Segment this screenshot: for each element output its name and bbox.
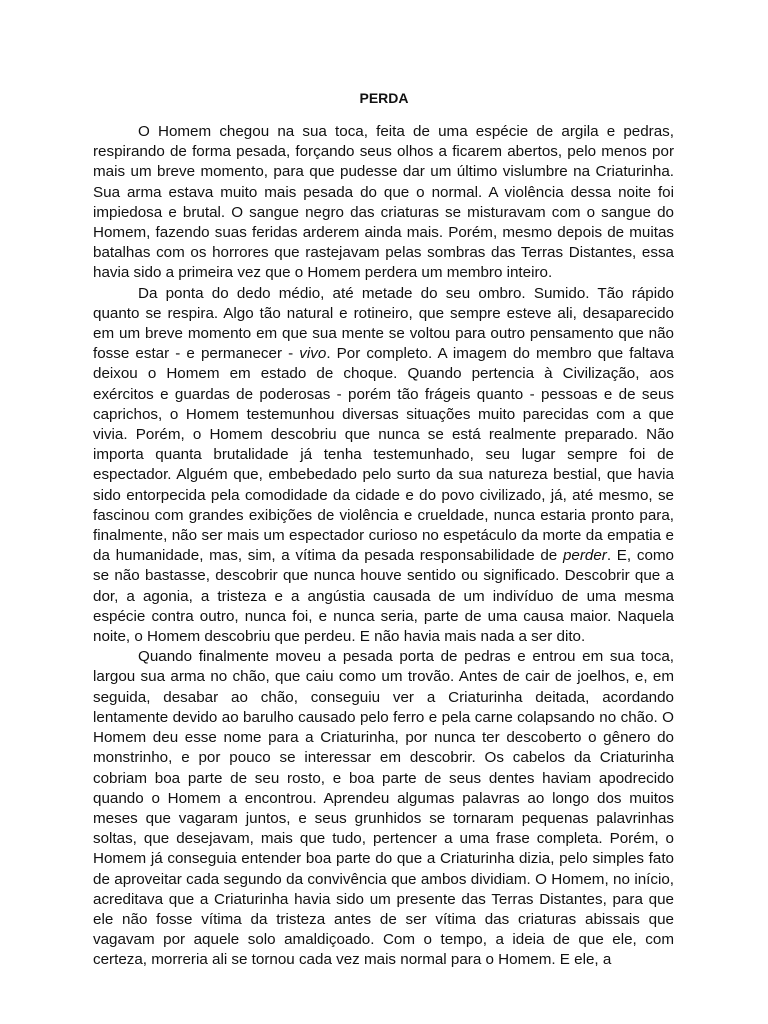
- paragraph-1: [93, 122, 674, 284]
- paragraph-2: [93, 284, 674, 648]
- paragraph-text: . E, como se não bastasse, descobrir que nunca houve sentido ou significado. Descobrir que a dor, a agonia, a tristeza e a angústia causada de um indivíduo de uma mesma espécie contra outro, nunca foi, e nunca seria, parte de uma causa maior. Naquela noite, o Homem descobriu que perdeu. E não havia mais nada a ser dito.: [93, 547, 674, 646]
- paragraph-text: . Por completo. A imagem do membro que faltava deixou o Homem em estado de choque. Quando pertencia à Civilização, aos exércitos e guardas de poderosas - porém tão frágeis quanto - pessoas e de seus caprichos, o Homem testemunhou diversas situações muito parecidas com a que vivia. Porém, o Homem descobriu que nunca se está realmente preparado. Não importa quanta brutalidade já tenha testemunhado, seu lugar sempre foi de espectador. Alguém que, embebedado pelo surto da sua natureza bestial, que havia sido entorpecida pela comodidade da cidade e do povo civilizado, já, até mesmo, se fascinou com grandes exibições de violência e crueldade, nunca estaria pronto para, finalmente, não ser mais um espectador curioso no espetáculo da morte da empatia e da humanidade, mas, sim, a vítima da pesada responsabilidade de: [93, 345, 674, 565]
- italic-word-perder: perder: [562, 547, 607, 565]
- italic-word-vivo: vivo: [299, 345, 327, 363]
- paragraph-text: Da ponta do dedo médio, até metade do seu ombro. Sumido. Tão rápido quanto se respira. Algo tão natural e rotineiro, que sempre esteve ali, desaparecido em um breve momento em que sua mente se voltou para outro pensamento que não fosse estar - e permanecer -: [93, 284, 674, 363]
- paragraph-text: Quando finalmente moveu a pesada porta de pedras e entrou em sua toca, largou sua arma no chão, que caiu como um trovão. Antes de cair de joelhos, e, em seguida, desabar ao chão, conseguiu ver a Criaturinha deitada, acordando lentamente devido ao barulho causado pelo ferro e pela carne colapsando no chão. O Homem deu esse nome para a Criaturinha, por nunca ter descoberto o gênero do monstrinho, e por pouco se interessar em descobrir. Os cabelos da Criaturinha cobriam boa parte de seu rosto, e boa parte de seus dentes haviam apodrecido quando o Homem a encontrou. Aprendeu algumas palavras ao longo dos muitos meses que vagaram juntos, e seus grunhidos se tornaram pequenas palavrinhas soltas, que desejavam, mais que tudo, pertencer a uma frase completa. Porém, o Homem já conseguia entender boa parte do que a Criaturinha dizia, pelo simples fato de aproveitar cada segundo da convivência que ambos dividiam. O Homem, no início, acreditava que a Criaturinha havia sido um presente das Terras Distantes, para que ele não fosse vítima da tristeza antes de ser vítima das criaturas abissais que vagavam por aquele solo amaldiçoado. Com o tempo, a ideia de que ele, com certeza, morreria ali se tornou cada vez mais normal para o Homem. E ele, a: [93, 648, 674, 969]
- document-title: PERDA: [359, 90, 409, 106]
- paragraph-3: [93, 647, 674, 970]
- paragraph-text: O Homem chegou na sua toca, feita de uma espécie de argila e pedras, respirando de forma pesada, forçando seus olhos a ficarem abertos, pelo menos por mais um breve momento, para que pudesse dar um último vislumbre na Criaturinha. Sua arma estava muito mais pesada do que o normal. A violência dessa noite foi impiedosa e brutal. O sangue negro das criaturas se misturavam com o sangue do Homem, fazendo suas feridas arderem ainda mais. Porém, mesmo depois de muitas batalhas com os horrores que rastejavam pelas sombras das Terras Distantes, essa havia sido a primeira vez que o Homem perdera um membro inteiro.: [93, 123, 674, 282]
- document-body: [93, 122, 674, 971]
